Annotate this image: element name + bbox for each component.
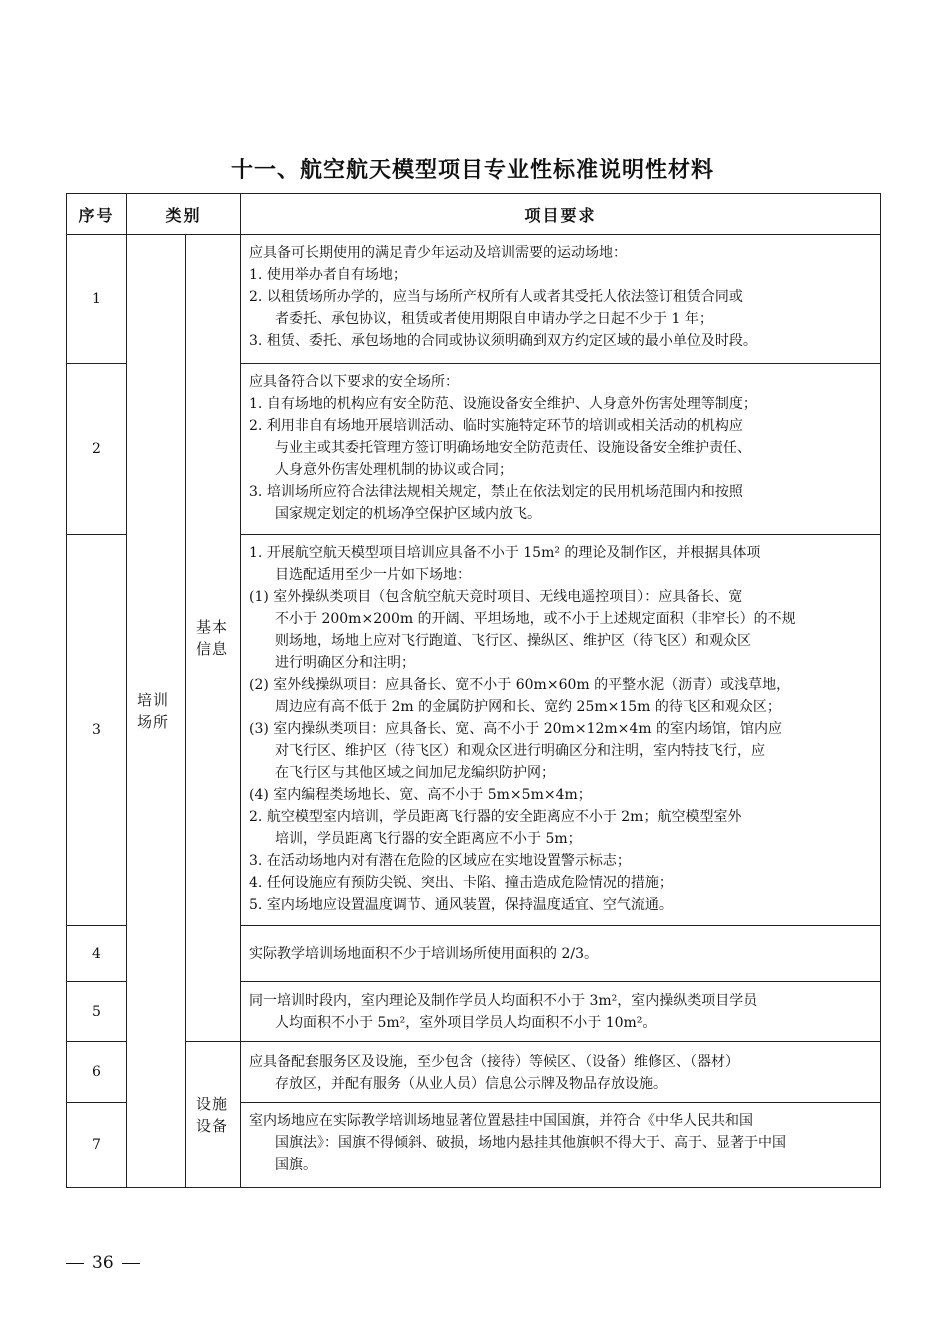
requirement-line: 国旗。 bbox=[275, 1157, 318, 1173]
row-seq: 4 bbox=[67, 926, 127, 982]
requirement-line: 应具备可长期使用的满足青少年运动及培训需要的运动场地： bbox=[249, 245, 628, 261]
requirement-line: 应具备符合以下要求的安全场所： bbox=[249, 374, 460, 390]
requirement-line: 5. 室内场地应设置温度调节、通风装置，保持温度适宜、空气流通。 bbox=[249, 897, 673, 913]
requirement-line: 人均面积不小于 5m²，室外项目学员人均面积不小于 10m²。 bbox=[275, 1015, 657, 1031]
requirement-line: 国家规定划定的机场净空保护区域内放飞。 bbox=[275, 506, 542, 522]
requirement-line: 1. 自有场地的机构应有安全防范、设施设备安全维护、人身意外伤害处理等制度； bbox=[249, 396, 757, 412]
table-row bbox=[67, 235, 881, 364]
requirement-line: 2. 航空模型室内培训，学员距离飞行器的安全距离应不小于 2m；航空模型室外 bbox=[249, 809, 742, 825]
row-requirement bbox=[241, 926, 881, 982]
requirement-line: 4. 任何设施应有预防尖锐、突出、卡陷、撞击造成危险情况的措施； bbox=[249, 875, 673, 891]
requirement-line: 3. 在活动场地内对有潜在危险的区域应在实地设置警示标志； bbox=[249, 853, 631, 869]
requirement-line: 者委托、承包协议，租赁或者使用期限自申请办学之日起不少于 1 年； bbox=[275, 311, 713, 327]
row-requirement bbox=[241, 982, 881, 1042]
requirement-line: 不小于 200m×200m 的开阔、平坦场地，或不小于上述规定面积（非窄长）的不规 bbox=[275, 611, 796, 627]
page-number bbox=[66, 1253, 140, 1273]
requirement-line: 应具备配套服务区及设施，至少包含（接待）等候区、（设备）维修区、（器材） bbox=[249, 1053, 740, 1070]
requirement-line: 对飞行区、维护区（待飞区）和观众区进行明确区分和注明，室内特技飞行，应 bbox=[275, 743, 766, 759]
requirement-line: 1. 使用举办者自有场地； bbox=[249, 267, 407, 283]
header-seq: 序号 bbox=[67, 194, 127, 235]
header-requirement: 项目要求 bbox=[241, 194, 881, 235]
requirement-line: 2. 利用非自有场地开展培训活动、临时实施特定环节的培训或相关活动的机构应 bbox=[249, 418, 743, 434]
requirement-line: 进行明确区分和注明； bbox=[275, 655, 416, 671]
requirement-line: 国旗法》：国旗不得倾斜、破损，场地内悬挂其他旗帜不得大于、高于、显著于中国 bbox=[275, 1135, 787, 1151]
requirement-line: 室内场地应在实际教学培训场地显著位置悬挂中国国旗，并符合《中华人民共和国 bbox=[249, 1113, 754, 1129]
requirement-line: (2) 室外线操纵项目：应具备长、宽不小于 60m×60m 的平整水泥（沥青）或浅草地， bbox=[249, 677, 791, 693]
row-requirement bbox=[241, 235, 881, 364]
row-requirement bbox=[241, 535, 881, 926]
requirement-line: 人身意外伤害处理机制的协议或合同； bbox=[275, 462, 514, 478]
table-header-row bbox=[67, 194, 881, 235]
requirement-line: (4) 室内编程类场地长、宽、高不小于 5m×5m×4m； bbox=[249, 787, 592, 803]
category-main-label: 培训 场所 bbox=[137, 691, 170, 731]
category-sub-basic-label: 基本 信息 bbox=[196, 618, 229, 658]
dash-left bbox=[66, 1263, 84, 1265]
category-sub-facility-label: 设施 设备 bbox=[196, 1094, 229, 1135]
row-seq: 6 bbox=[67, 1042, 127, 1103]
row-seq: 2 bbox=[67, 364, 127, 535]
requirement-line: 目选配适用至少一片如下场地： bbox=[275, 567, 472, 583]
requirement-line: 存放区，并配有服务（从业人员）信息公示牌及物品存放设施。 bbox=[275, 1075, 668, 1092]
requirement-line: 培训，学员距离飞行器的安全距离应不小于 5m； bbox=[275, 831, 582, 847]
row-requirement bbox=[241, 1042, 881, 1103]
requirement-line: 1. 开展航空航天模型项目培训应具备不小于 15m² 的理论及制作区，并根据具体项 bbox=[249, 545, 761, 561]
row-requirement bbox=[241, 364, 881, 535]
requirement-line: 3. 培训场所应符合法律法规相关规定，禁止在依法划定的民用机场范围内和按照 bbox=[249, 484, 743, 500]
requirement-line: (3) 室内操纵类项目：应具备长、宽、高不小于 20m×12m×4m 的室内场馆，馆内应 bbox=[249, 721, 783, 737]
row-seq: 1 bbox=[67, 235, 127, 364]
requirement-line: 则场地，场地上应对飞行跑道、飞行区、操纵区、维护区（待飞区）和观众区 bbox=[275, 633, 752, 649]
row-seq: 7 bbox=[67, 1103, 127, 1188]
category-main bbox=[127, 235, 186, 1188]
header-category: 类别 bbox=[127, 194, 241, 235]
requirement-line: 实际教学培训场地面积不少于培训场所使用面积的 2/3。 bbox=[249, 946, 598, 962]
page-number-value: 36 bbox=[92, 1253, 114, 1273]
dash-right bbox=[122, 1263, 140, 1265]
requirements-table bbox=[66, 193, 881, 1188]
category-sub-facility bbox=[186, 1042, 241, 1188]
row-seq: 5 bbox=[67, 982, 127, 1042]
row-requirement bbox=[241, 1103, 881, 1188]
requirement-line: 3. 租赁、委托、承包场地的合同或协议须明确到双方约定区域的最小单位及时段。 bbox=[249, 333, 757, 349]
requirement-line: 周边应有高不低于 2m 的金属防护网和长、宽约 25m×15m 的待飞区和观众区； bbox=[275, 699, 781, 715]
requirement-line: 在飞行区与其他区域之间加尼龙编织防护网； bbox=[275, 765, 556, 781]
requirement-line: 2. 以租赁场所办学的，应当与场所产权所有人或者其受托人依法签订租赁合同或 bbox=[249, 289, 743, 305]
category-sub-basic bbox=[186, 235, 241, 1042]
requirement-line: 同一培训时段内，室内理论及制作学员人均面积不小于 3m²，室内操纵类项目学员 bbox=[249, 993, 758, 1009]
requirement-line: 与业主或其委托管理方签订明确场地安全防范责任、设施设备安全维护责任、 bbox=[275, 440, 752, 456]
table-row bbox=[67, 1042, 881, 1103]
requirement-line: (1) 室外操纵类项目（包含航空航天竞时项目、无线电遥控项目）：应具备长、宽 bbox=[249, 589, 743, 605]
page-title: 十一、航空航天模型项目专业性标准说明性材料 bbox=[230, 158, 714, 183]
row-seq: 3 bbox=[67, 535, 127, 926]
